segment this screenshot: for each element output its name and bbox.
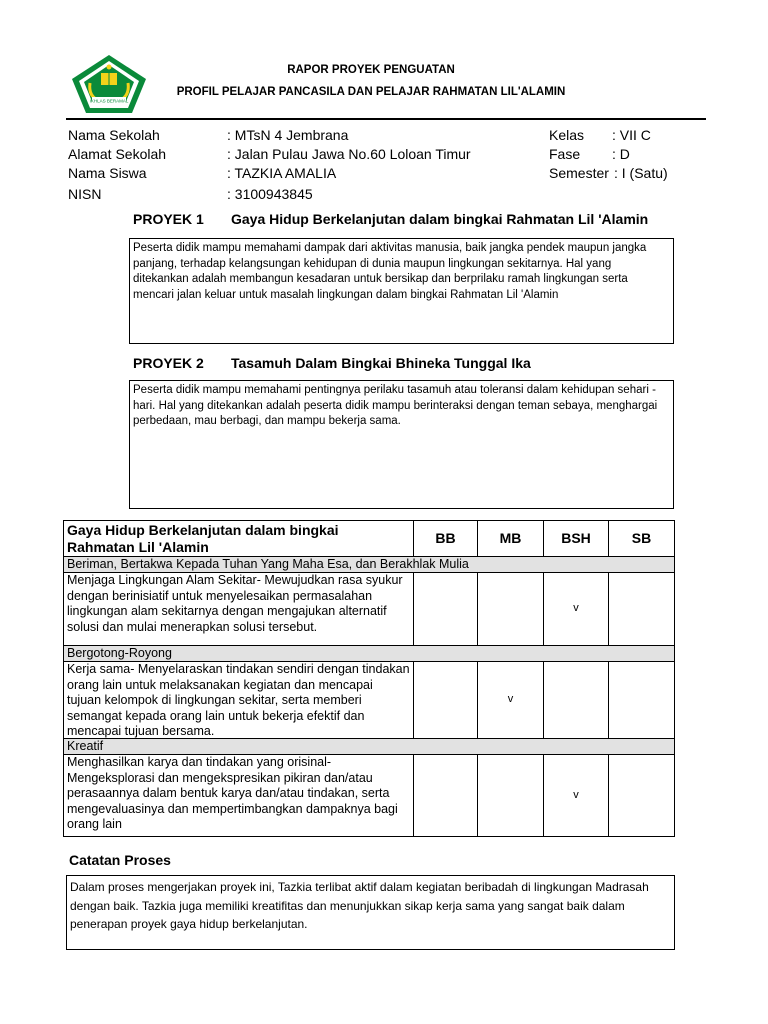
- logo-motto: IKHLAS BERAMAL: [89, 98, 129, 104]
- category-label: Beriman, Bertakwa Kepada Tuhan Yang Maha Esa, dan Berakhlak Mulia: [64, 557, 675, 573]
- category-row: [64, 557, 675, 573]
- assessment-row: [64, 662, 675, 739]
- project-1-description: Peserta didik mampu memahami dampak dari aktivitas manusia, baik jangka pendek maupun jangka panjang, terhadap kelangsungan kehidupan di dunia maupun lingkungan sekitarnya. Hal yang ditekankan adalah membangun kesadaran untuk bersikap dan berprilaku ramah lingkungan serta mencari jalan keluar untuk masalah lingkungan dalam bingkai Rahmatan Lil 'Alamin: [129, 238, 674, 344]
- semester-value: : I (Satu): [614, 165, 668, 181]
- class-label: Kelas: [549, 127, 585, 143]
- project-2-description: Peserta didik mampu memahami pentingnya perilaku tasamuh atau toleransi dalam kehidupan sehari - hari. Hal yang ditekankan adalah peserta didik mampu berinteraksi dengan teman sebaya, menghargai perbedaan, mau berbagi, dan mampu bekerja sama.: [129, 380, 674, 509]
- mark-sb: [609, 573, 675, 646]
- class-value: : VII C: [612, 127, 651, 143]
- nisn-label: NISN: [68, 186, 102, 202]
- col-bsh: BSH: [544, 521, 609, 557]
- mark-bb: [414, 662, 478, 739]
- mark-mb: [478, 573, 544, 646]
- mark-bsh: [544, 662, 609, 739]
- phase-value: : D: [612, 146, 630, 162]
- assessment-row: [64, 573, 675, 646]
- notes-heading: Catatan Proses: [69, 852, 171, 868]
- assessment-row: [64, 755, 675, 837]
- mark-bb: [414, 573, 478, 646]
- element-description: [64, 755, 414, 837]
- element-description: [64, 662, 414, 739]
- assessment-header-title: Gaya Hidup Berkelanjutan dalam bingkai Rahmatan Lil 'Alamin: [64, 521, 414, 557]
- element-description-text: Menghasilkan karya dan tindakan yang orisinal- Mengeksplorasi dan mengekspresikan pikiran dan/atau perasaannya dalam bentuk karya dan/atau tindakan, serta mengevaluasinya dan mempertimbangkan dampaknya bagi orang lain: [67, 755, 398, 831]
- semester-label: Semester: [549, 165, 609, 181]
- category-label: Bergotong-Royong: [64, 646, 675, 662]
- col-sb: SB: [609, 521, 675, 557]
- ministry-logo: [70, 53, 148, 115]
- notes-text: Dalam proses mengerjakan proyek ini, Tazkia terlibat aktif dalam kegiatan beribadah di lingkungan Madrasah dengan baik. Tazkia juga memiliki kreatifitas dan menunjukkan sikap kerja sama yang sangat baik dalam penerapan proyek gaya hidup berkelanjutan.: [66, 875, 675, 950]
- element-description-text: Kerja sama- Menyelaraskan tindakan sendiri dengan tindakan orang lain untuk melaksanakan kegiatan dan mencapai tujuan kelompok di lingkungan sekitar, serta memberi semangat kepada orang lain untuk bekerja efektif dan mencapai tujuan bersama.: [67, 662, 410, 738]
- assessment-header-row: [64, 521, 675, 557]
- report-title: RAPOR PROYEK PENGUATAN: [287, 64, 455, 76]
- student-name-value: : TAZKIA AMALIA: [227, 165, 337, 181]
- mark-bb: [414, 755, 478, 837]
- address-value: : Jalan Pulau Jawa No.60 Loloan Timur: [227, 146, 471, 162]
- nisn-value: : 3100943845: [227, 186, 313, 202]
- mark-sb: [609, 662, 675, 739]
- mark-mb: [478, 755, 544, 837]
- student-name-label: Nama Siswa: [68, 165, 147, 181]
- project-1-number: PROYEK 1: [133, 211, 204, 227]
- element-description-text: Menjaga Lingkungan Alam Sekitar- Mewujudkan rasa syukur dengan berinisiatif untuk menyelesaikan permasalahan lingkungan alam sekitarnya dengan mengajukan alternatif solusi dan mulai menerapkan solusi tersebut.: [67, 573, 403, 634]
- project-1-title: Gaya Hidup Berkelanjutan dalam bingkai Rahmatan Lil 'Alamin: [231, 211, 649, 227]
- header-divider: [66, 118, 706, 120]
- category-row: [64, 739, 675, 755]
- mark-bsh: v: [544, 755, 609, 837]
- mark-sb: [609, 755, 675, 837]
- address-label: Alamat Sekolah: [68, 146, 167, 162]
- report-subtitle: PROFIL PELAJAR PANCASILA DAN PELAJAR RAHMATAN LIL'ALAMIN: [176, 86, 566, 98]
- school-label: Nama Sekolah: [68, 127, 160, 143]
- school-value: : MTsN 4 Jembrana: [227, 127, 349, 143]
- category-row: [64, 646, 675, 662]
- col-bb: BB: [414, 521, 478, 557]
- project-2-title: Tasamuh Dalam Bingkai Bhineka Tunggal Ika: [231, 355, 531, 371]
- mark-mb: v: [478, 662, 544, 739]
- col-mb: MB: [478, 521, 544, 557]
- mark-bsh: v: [544, 573, 609, 646]
- assessment-table: [63, 520, 675, 837]
- category-label: Kreatif: [64, 739, 675, 755]
- project-2-number: PROYEK 2: [133, 355, 204, 371]
- element-description: [64, 573, 414, 646]
- phase-label: Fase: [549, 146, 581, 162]
